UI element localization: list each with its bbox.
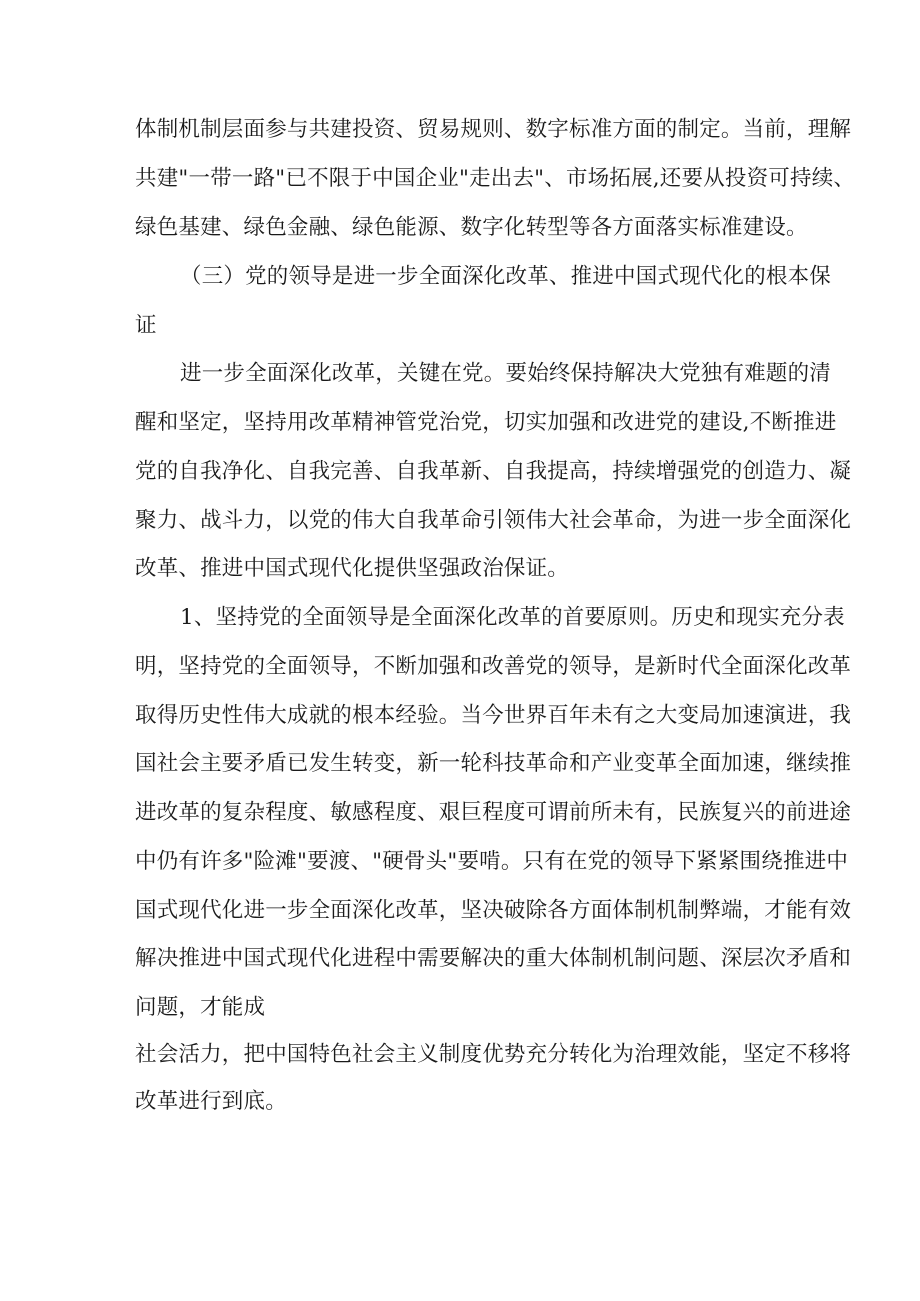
body-text-line: 进改革的复杂程度、敏感程度、艰巨程度可谓前所未有，民族复兴的前进途 — [135, 800, 852, 825]
section-heading-line: 证 — [135, 313, 157, 338]
body-text-line: 体制机制层面参与共建投资、贸易规则、数字标准方面的制定。当前，理解 — [135, 117, 852, 142]
body-text-line: 明，坚持党的全面领导，不断加强和改善党的领导，是新时代全面深化改革 — [135, 654, 852, 679]
body-text-line: 醒和坚定，坚持用改革精神管党治党，切实加强和改进党的建设,不断推进 — [135, 410, 837, 435]
body-text-line: 绿色基建、绿色金融、绿色能源、数字化转型等各方面落实标准建设。 — [135, 215, 808, 240]
body-text-line: 1、坚持党的全面领导是全面深化改革的首要原则。历史和现实充分表 — [180, 605, 845, 630]
body-text-line: 社会活力，把中国特色社会主义制度优势充分转化为治理效能，坚定不移将 — [135, 1042, 852, 1067]
body-text-line: 聚力、战斗力，以党的伟大自我革命引领伟大社会革命，为进一步全面深化 — [135, 508, 852, 533]
body-text-line: 改革进行到底。 — [135, 1089, 287, 1114]
body-text-line: 共建"一带一路"已不限于中国企业"走出去"、市场拓展,还要从投资可持续、 — [135, 166, 856, 191]
body-text-line: 党的自我净化、自我完善、自我革新、自我提高，持续增强党的创造力、凝 — [135, 459, 852, 484]
body-text-line: 国式现代化进一步全面深化改革，坚决破除各方面体制机制弊端，才能有效 — [135, 898, 852, 923]
section-heading-line: （三）党的领导是进一步全面深化改革、推进中国式现代化的根本保 — [180, 264, 832, 289]
body-text-line: 改革、推进中国式现代化提供坚强政治保证。 — [135, 556, 570, 581]
body-text-line: 中仍有许多"险滩"要渡、"硬骨头"要啃。只有在党的领导下紧紧围绕推进中 — [135, 849, 849, 874]
body-text-line: 取得历史性伟大成就的根本经验。当今世界百年未有之大变局加速演进，我 — [135, 703, 852, 728]
body-text-line: 进一步全面深化改革，关键在党。要始终保持解决大党独有难题的清 — [180, 361, 832, 386]
body-text-line: 问题，才能成 — [135, 995, 266, 1020]
body-text-line: 国社会主要矛盾已发生转变，新一轮科技革命和产业变革全面加速，继续推 — [135, 751, 852, 776]
body-text-line: 解决推进中国式现代化进程中需要解决的重大体制机制问题、深层次矛盾和 — [135, 946, 852, 971]
